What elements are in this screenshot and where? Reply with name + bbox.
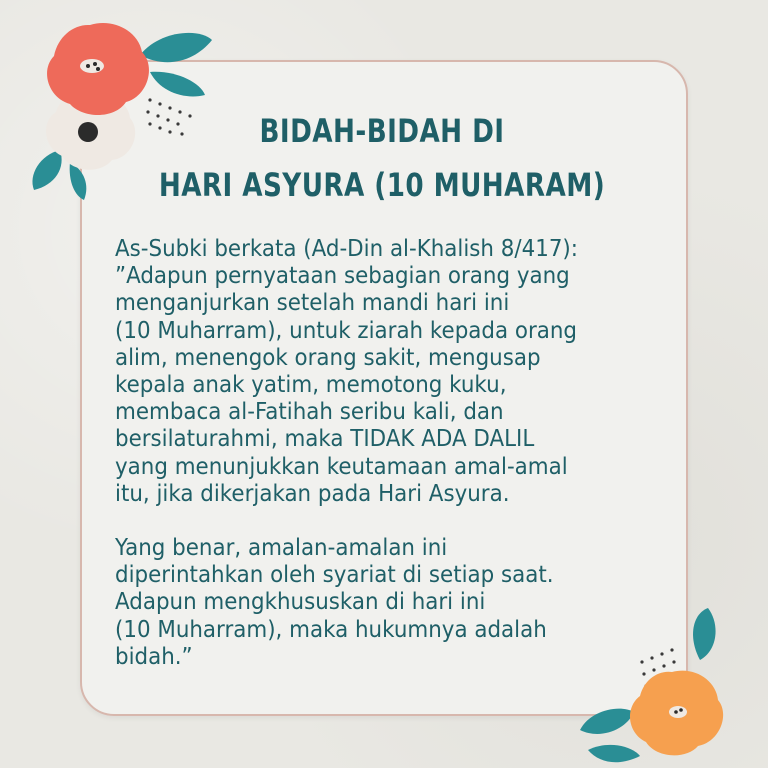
text-line: kepala anak yatim, memotong kuku, <box>115 372 507 399</box>
bottom-right-flowers <box>560 600 768 768</box>
orange-flower-icon <box>630 671 723 756</box>
dots-icon <box>146 98 191 135</box>
paragraph-gap <box>115 508 675 535</box>
text-line: yang menunjukkan keutamaan amal-amal <box>115 453 568 480</box>
text-line: Adapun mengkhususkan di hari ini <box>115 589 486 616</box>
paragraph-1 <box>115 236 675 508</box>
text-line: menganjurkan setelah mandi hari ini <box>115 290 510 317</box>
text-line: itu, jika dikerjakan pada Hari Asyura. <box>115 480 510 507</box>
coral-flower-icon <box>47 23 149 115</box>
text-line: alim, menengok orang sakit, mengusap <box>115 344 541 371</box>
title-line-1: BIDAH-BIDAH DI <box>259 112 505 150</box>
text-line: ”Adapun pernyataan sebagian orang yang <box>115 263 570 290</box>
text-line: bidah.” <box>115 643 193 670</box>
text-line: (10 Muharram), untuk ziarah kepada orang <box>115 317 578 344</box>
text-line: Yang benar, amalan-amalan ini <box>115 535 448 562</box>
text-line: bersilaturahmi, maka TIDAK ADA DALIL <box>115 426 535 453</box>
text-line: membaca al-Fatihah seribu kali, dan <box>115 399 504 426</box>
text-line: diperintahkan oleh syariat di setiap saat. <box>115 562 554 589</box>
text-line: (10 Muharram), maka hukumnya adalah <box>115 616 547 643</box>
title-line-2: HARI ASYURA (10 MUHARAM) <box>158 166 606 204</box>
top-left-flowers <box>0 0 240 220</box>
text-line: As-Subki berkata (Ad-Din al-Khalish 8/417): <box>115 236 578 262</box>
